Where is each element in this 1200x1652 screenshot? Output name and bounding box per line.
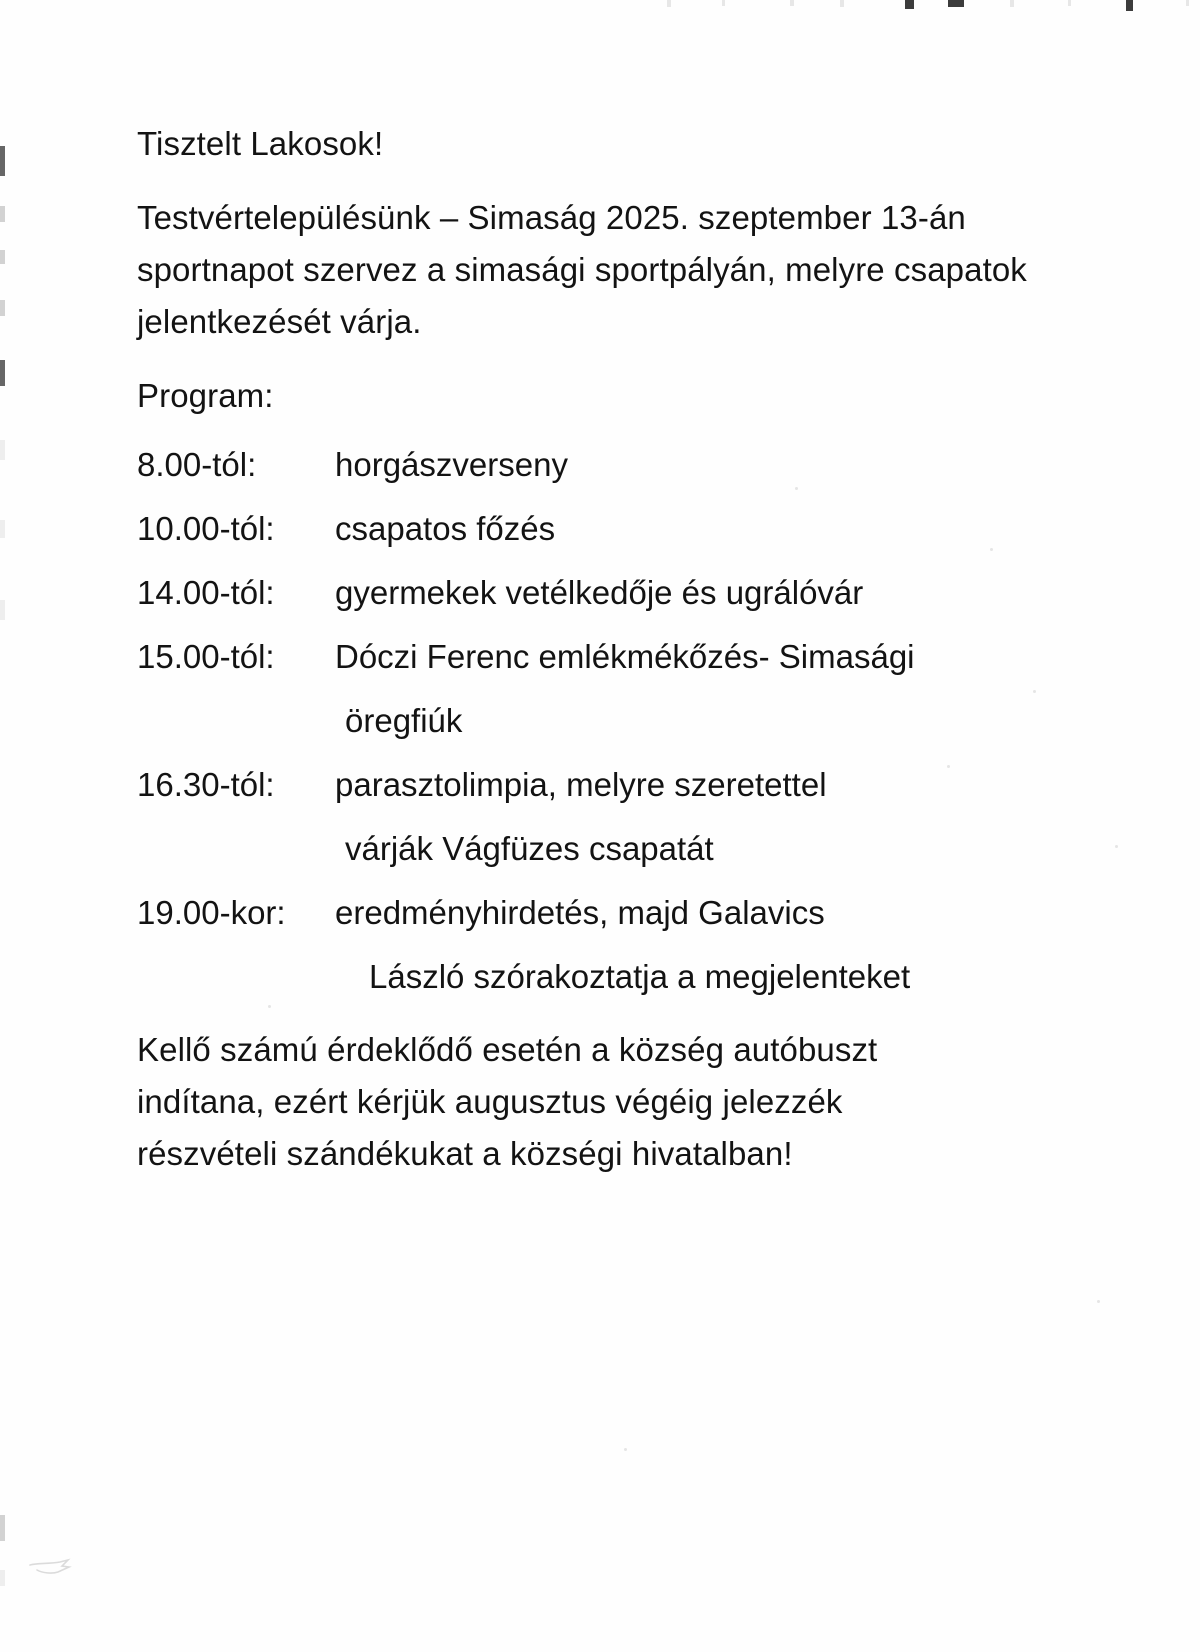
scan-top-text-fragment — [840, 0, 844, 7]
program-description-line: parasztolimpia, melyre szeretettel — [335, 766, 827, 803]
program-time: 15.00-tól: — [137, 638, 275, 675]
program-time: 8.00-tól: — [137, 446, 257, 483]
program-description-line: gyermekek vetélkedője és ugrálóvár — [335, 574, 864, 611]
program-description-continuation: László szórakoztatja a megjelenteket — [369, 958, 911, 995]
program-heading: Program: — [137, 377, 274, 414]
scan-top-text-fragment — [790, 0, 794, 6]
program-description — [335, 440, 1037, 490]
scan-speck — [1115, 845, 1118, 848]
scan-edge-tick — [0, 250, 5, 264]
scan-speck — [624, 1448, 627, 1451]
program-description — [335, 888, 1037, 1002]
scan-top-text-fragment — [1068, 0, 1071, 6]
program-description-continuation: öregfiúk — [345, 702, 463, 739]
program-time: 19.00-kor: — [137, 894, 286, 931]
scan-top-text-fragment — [1186, 0, 1189, 6]
scan-top-text-fragment — [1126, 0, 1133, 11]
scan-edge-tick — [0, 1515, 5, 1541]
scan-edge-tick — [0, 360, 5, 386]
program-row — [137, 568, 1037, 618]
program-time: 10.00-tól: — [137, 510, 275, 547]
program-description-line: Dóczi Ferenc emlékmékőzés- Simasági — [335, 638, 915, 675]
closing-line: részvételi szándékukat a községi hivatalban! — [137, 1135, 793, 1172]
program-row — [137, 632, 1037, 746]
closing-line: Kellő számú érdeklődő esetén a község autóbuszt — [137, 1031, 878, 1068]
program-row — [137, 504, 1037, 554]
scan-top-text-fragment — [722, 0, 725, 6]
salutation-text: Tisztelt Lakosok! — [137, 125, 384, 162]
program-schedule-list — [137, 440, 1037, 1002]
scan-speck — [1097, 1300, 1100, 1303]
program-description-continuation: várják Vágfüzes csapatát — [345, 830, 714, 867]
scan-top-text-fragment — [905, 0, 914, 9]
program-description — [335, 632, 1037, 746]
program-time: 16.30-tól: — [137, 766, 275, 803]
scan-edge-tick — [0, 600, 5, 620]
scan-edge-tick — [0, 520, 5, 538]
scan-edge-tick — [0, 206, 5, 222]
closing-paragraph — [137, 1024, 1037, 1180]
scan-top-text-fragment — [667, 0, 671, 7]
program-row — [137, 760, 1037, 874]
scan-edge-tick — [0, 300, 5, 316]
program-description-line: csapatos főzés — [335, 510, 556, 547]
program-row — [137, 888, 1037, 1002]
program-description-line: eredményhirdetés, majd Galavics — [335, 894, 825, 931]
document-body — [137, 118, 1037, 1180]
program-description-line: horgászverseny — [335, 446, 568, 483]
scan-top-text-fragment — [1010, 0, 1014, 7]
scan-edge-tick — [0, 146, 5, 176]
program-description — [335, 568, 1037, 618]
program-time: 14.00-tól: — [137, 574, 275, 611]
program-description — [335, 504, 1037, 554]
handwritten-pencil-mark — [28, 1556, 74, 1578]
program-row — [137, 440, 1037, 490]
scan-edge-tick — [0, 1570, 5, 1586]
closing-line: indítana, ezért kérjük augusztus végéig jelezzék — [137, 1083, 843, 1120]
intro-paragraph: Testvértelepülésünk – Simaság 2025. szeptember 13-án sportnapot szervez a simasági sportpályán, melyre csapatok jelentkezését várja. — [137, 199, 1027, 340]
program-description — [335, 760, 1037, 874]
scan-top-text-fragment — [948, 0, 964, 7]
scan-edge-tick — [0, 440, 5, 460]
